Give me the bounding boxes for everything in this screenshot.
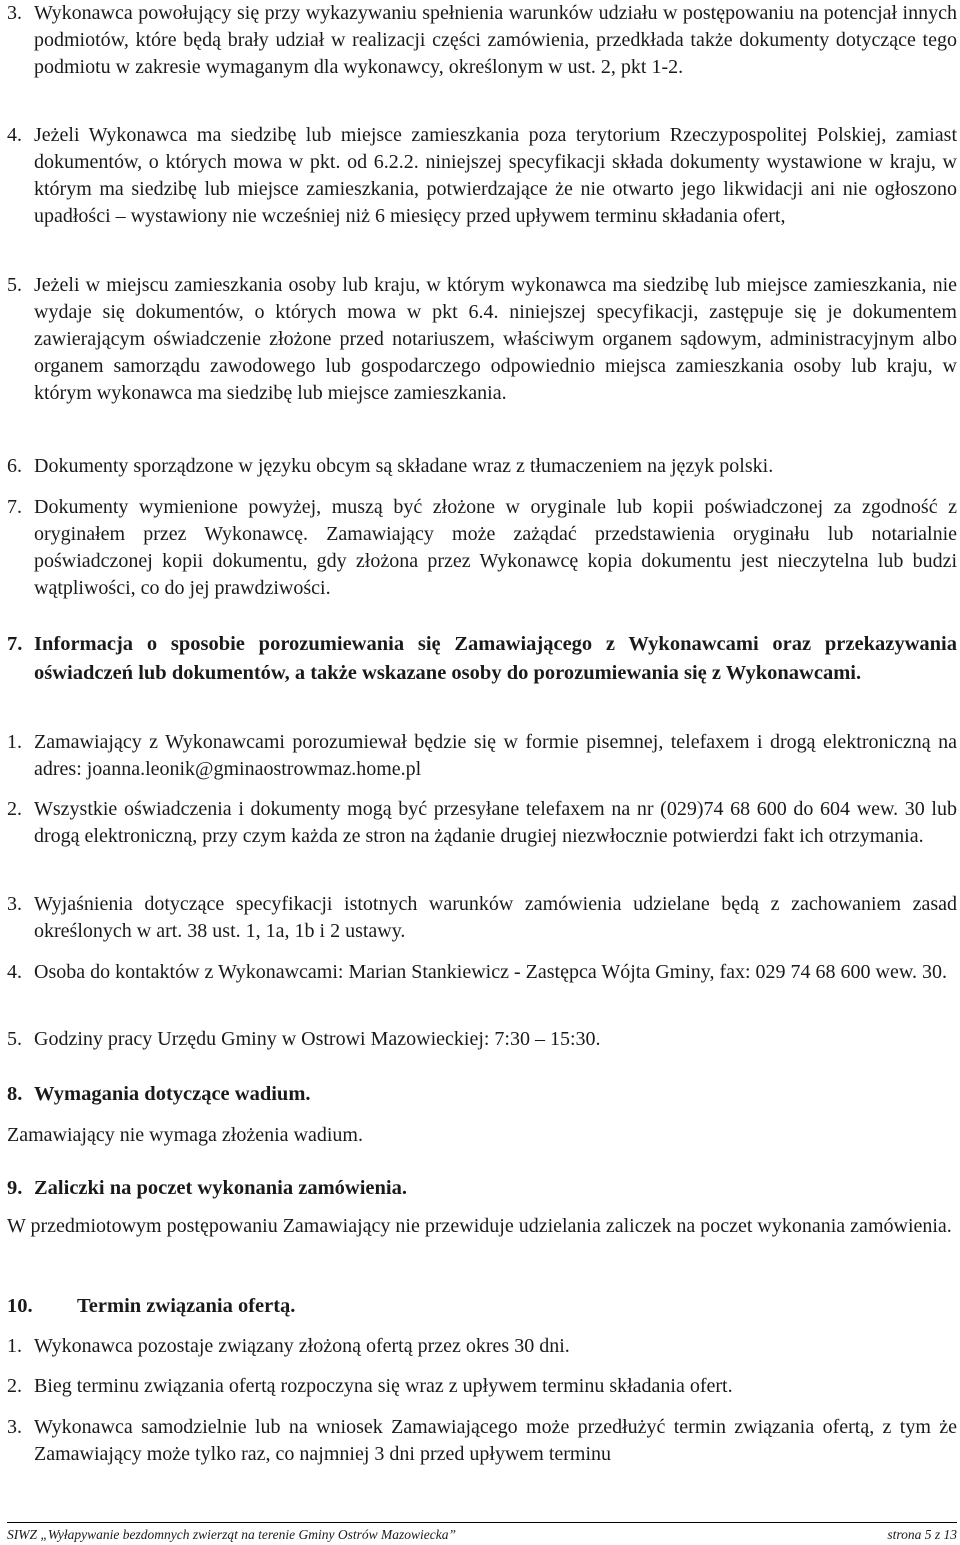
section-number: 8. xyxy=(7,1083,23,1105)
paragraph-7 xyxy=(7,494,957,602)
section-9-heading xyxy=(7,1174,957,1203)
paragraph-number: 6. xyxy=(7,455,22,477)
item-number: 1. xyxy=(7,1335,22,1357)
item-text: Zamawiający z Wykonawcami porozumiewał będzie się w formie pisemnej, telefaxem i drogą elektroniczną na adres: joanna.leonik@gminaostrowmaz.home.pl xyxy=(34,731,957,780)
section-title: Zaliczki na poczet wykonania zamówienia. xyxy=(34,1177,407,1199)
section-7-item-4 xyxy=(7,959,957,986)
item-number: 2. xyxy=(7,798,22,820)
item-number: 4. xyxy=(7,961,22,983)
paragraph-6 xyxy=(7,453,957,480)
section-10-heading xyxy=(7,1292,957,1321)
item-text: Wykonawca samodzielnie lub na wniosek Zamawiającego może przedłużyć termin związania ofertą, z tym że Zamawiający może tylko raz, co najmniej 3 dni przed upływem terminu xyxy=(34,1416,957,1465)
item-text: Wszystkie oświadczenia i dokumenty mogą być przesyłane telefaxem na nr (029)74 68 600 do 604 wew. 30 lub drogą elektroniczną, przy czym każda ze stron na żądanie drugiej niezwłocznie potwierdzi fakt ich otrzymania. xyxy=(34,798,957,847)
section-number: 7. xyxy=(7,633,23,655)
paragraph-number: 7. xyxy=(7,496,22,518)
section-7-item-2 xyxy=(7,796,957,850)
section-10-item-3 xyxy=(7,1414,957,1468)
section-10-item-2 xyxy=(7,1373,957,1400)
section-7-item-5 xyxy=(7,1026,957,1053)
item-text: Bieg terminu związania ofertą rozpoczyna się wraz z upływem terminu składania ofert. xyxy=(34,1375,733,1397)
item-number: 2. xyxy=(7,1375,22,1397)
section-number: 10. xyxy=(7,1295,33,1317)
footer-divider xyxy=(7,1522,957,1523)
section-title: Termin związania ofertą. xyxy=(77,1295,296,1317)
section-8-text: Zamawiający nie wymaga złożenia wadium. xyxy=(7,1124,363,1146)
section-8-heading xyxy=(7,1080,957,1109)
paragraph-number: 5. xyxy=(7,274,22,296)
item-text: Godziny pracy Urzędu Gminy w Ostrowi Mazowieckiej: 7:30 – 15:30. xyxy=(34,1028,601,1050)
paragraph-3 xyxy=(7,0,957,81)
item-text: Wykonawca pozostaje związany złożoną ofertą przez okres 30 dni. xyxy=(34,1335,570,1357)
section-10-item-1 xyxy=(7,1333,957,1360)
paragraph-number: 3. xyxy=(7,2,22,24)
item-text: Wyjaśnienia dotyczące specyfikacji istotnych warunków zamówienia udzielane będą z zachowaniem zasad określonych w art. 38 ust. 1, 1a, 1b i 2 ustawy. xyxy=(34,893,957,942)
item-text: Osoba do kontaktów z Wykonawcami: Marian Stankiewicz - Zastępca Wójta Gminy, fax: 029 74 68 600 wew. 30. xyxy=(34,961,948,983)
item-number: 1. xyxy=(7,731,22,753)
paragraph-text: Wykonawca powołujący się przy wykazywaniu spełnienia warunków udziału w postępowaniu na potencjał innych podmiotów, które będą brały udział w realizacji części zamówienia, przedkłada także dokumenty dotyczące tego podmiotu w zakresie wymaganym dla wykonawcy, określonym w ust. 2, pkt 1-2. xyxy=(34,2,957,78)
paragraph-4 xyxy=(7,122,957,230)
paragraph-5 xyxy=(7,272,957,407)
footer-page-number: strona 5 z 13 xyxy=(887,1527,957,1542)
item-number: 5. xyxy=(7,1028,22,1050)
section-7-heading xyxy=(7,630,957,687)
footer-document-title: SIWZ „Wyłapywanie bezdomnych zwierząt na terenie Gminy Ostrów Mazowiecka” xyxy=(7,1527,456,1542)
item-number: 3. xyxy=(7,1416,22,1438)
section-title: Wymagania dotyczące wadium. xyxy=(34,1083,311,1105)
paragraph-text: Jeżeli Wykonawca ma siedzibę lub miejsce zamieszkania poza terytorium Rzeczypospolitej Polskiej, zamiast dokumentów, o których mowa w pkt. od 6.2.2. niniejszej specyfikacji składa dokumenty wystawione w kraju, w którym ma siedzibę lub miejsce zamieszkania, potwierdzające że nie otwarto jego likwidacji ani nie ogłoszono upadłości – wystawiony nie wcześniej niż 6 miesięcy przed upływem terminu składania ofert, xyxy=(34,124,957,227)
paragraph-text: Jeżeli w miejscu zamieszkania osoby lub kraju, w którym wykonawca ma siedzibę lub miejsce zamieszkania, nie wydaje się dokumentów, o których mowa w pkt 6.4. niniejszej specyfikacji, zastępuje się je dokumentem zawierającym oświadczenie złożone przed notariuszem, właściwym organem sądowym, administracyjnym albo organem samorządu zawodowego lub gospodarczego odpowiednio miejsca zamieszkania osoby lub kraju, w którym wykonawca ma siedzibę lub miejsce zamieszkania. xyxy=(34,274,957,404)
section-7-item-1 xyxy=(7,729,957,783)
section-title: Informacja o sposobie porozumiewania się Zamawiającego z Wykonawcami oraz przekazywania oświadczeń lub dokumentów, a także wskazane osoby do porozumiewania się z Wykonawcami. xyxy=(34,633,957,684)
section-7-item-3 xyxy=(7,891,957,945)
section-number: 9. xyxy=(7,1177,23,1199)
item-number: 3. xyxy=(7,893,22,915)
section-9-text: W przedmiotowym postępowaniu Zamawiający nie przewiduje udzielania zaliczek na poczet wykonania zamówienia. xyxy=(7,1215,952,1237)
paragraph-number: 4. xyxy=(7,124,22,146)
paragraph-text: Dokumenty sporządzone w języku obcym są składane wraz z tłumaczeniem na język polski. xyxy=(34,455,774,477)
paragraph-text: Dokumenty wymienione powyżej, muszą być złożone w oryginale lub kopii poświadczonej za zgodność z oryginałem przez Wykonawcę. Zamawiający może zażądać przedstawienia oryginału lub notarialnie poświadczonej kopii dokumentu, gdy złożona przez Wykonawcę kopia dokumentu jest nieczytelna lub budzi wątpliwości, co do jej prawdziwości. xyxy=(34,496,957,599)
